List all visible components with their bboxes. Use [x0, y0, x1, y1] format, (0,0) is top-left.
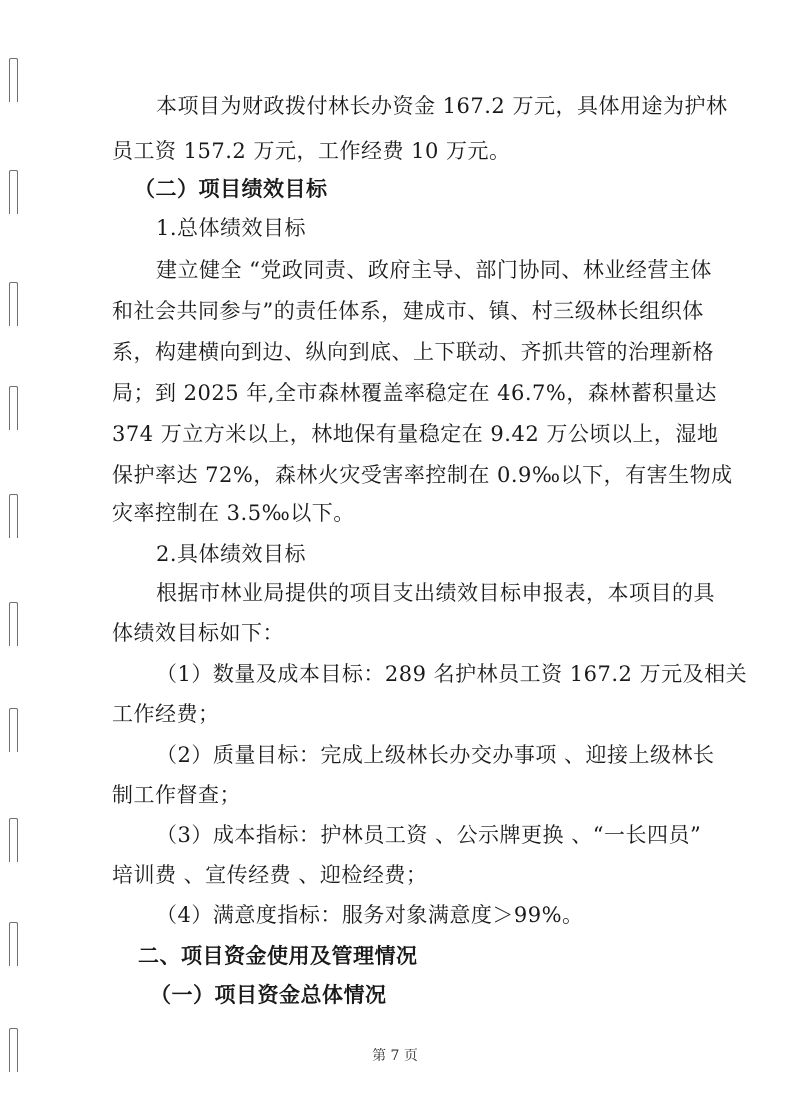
paragraph-line: 建立健全 “党政同责、政府主导、部门协同、林业经营主体	[156, 258, 712, 282]
list-item-line: 制工作督查；	[112, 783, 241, 807]
paragraph-line: 灾率控制在 3.5‰以下。	[112, 501, 355, 525]
paragraph-line: 本项目为财政拨付林长办资金 167.2 万元，具体用途为护林	[156, 94, 728, 118]
list-item-line: （3）成本指标：护林员工资 、公示牌更换 、“一长四员”	[156, 823, 702, 847]
list-item-line: （2）质量目标：完成上级林长办交办事项 、迎接上级林长	[156, 743, 715, 767]
list-item-line: 培训费 、宣传经费 、迎检经费；	[112, 863, 428, 887]
list-item-line: 工作经费；	[112, 702, 220, 726]
paragraph-line: 374 万立方米以上，林地保有量稳定在 9.42 万公顷以上，湿地	[112, 422, 719, 446]
binding-hole-mark	[9, 708, 18, 752]
list-item-line: （4）满意度指标：服务对象满意度＞99%。	[156, 903, 584, 927]
binding-hole-mark	[9, 282, 18, 326]
paragraph-line: 保护率达 72%，森林火灾受害率控制在 0.9‰以下，有害生物成	[112, 463, 733, 487]
binding-hole-mark	[9, 170, 18, 214]
section-heading: （一）项目资金总体情况	[150, 983, 387, 1007]
binding-hole-mark	[9, 58, 18, 102]
subsection-heading: 2.具体绩效目标	[156, 542, 307, 566]
binding-hole-mark	[9, 494, 18, 538]
paragraph-line: 系，构建横向到边、纵向到底、上下联动、齐抓共管的治理新格	[112, 340, 714, 364]
paragraph-line: 员工资 157.2 万元，工作经费 10 万元。	[112, 139, 511, 163]
chapter-heading: 二、项目资金使用及管理情况	[138, 944, 418, 968]
list-item-line: （1）数量及成本目标：289 名护林员工资 167.2 万元及相关	[156, 662, 748, 686]
paragraph-line: 和社会共同参与”的责任体系，建成市、镇、村三级林长组织体	[112, 299, 704, 323]
binding-hole-mark	[9, 602, 18, 646]
section-heading: （二）项目绩效目标	[134, 177, 328, 201]
paragraph-line: 根据市林业局提供的项目支出绩效目标申报表，本项目的具	[156, 581, 715, 605]
subsection-heading: 1.总体绩效目标	[156, 216, 307, 240]
page-number: 第 7 页	[372, 1048, 418, 1064]
binding-hole-mark	[9, 818, 18, 862]
paragraph-line: 局；到 2025 年,全市森林覆盖率稳定在 46.7%，森林蓄积量达	[112, 381, 717, 405]
paragraph-line: 体绩效目标如下：	[112, 621, 284, 645]
binding-hole-mark	[9, 386, 18, 430]
binding-hole-mark	[9, 922, 18, 966]
